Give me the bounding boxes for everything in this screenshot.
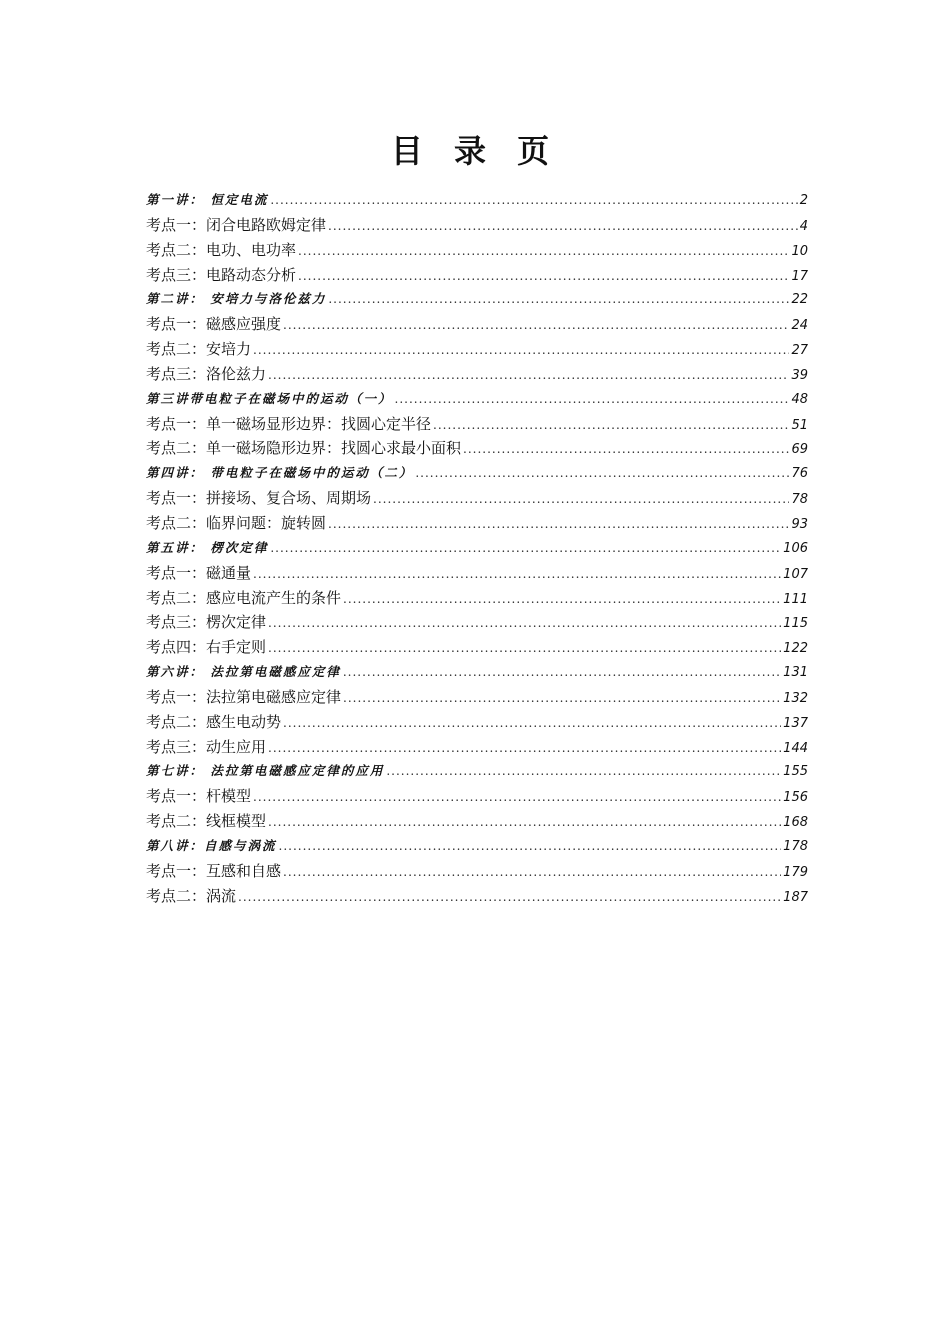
toc-chapter-entry[interactable] [146,660,808,685]
toc-page-number: 22 [791,292,808,308]
toc-page-number: 4 [799,218,808,234]
toc-page-number: 69 [791,442,808,458]
toc-topic-entry[interactable] [146,586,808,611]
toc-entry-label: 考点二：感应电流产生的条件 [146,588,342,607]
toc-dot-leader [343,660,781,685]
toc-entry-label: 考点二：安培力 [146,340,252,359]
toc-entry-label: 考点一：闭合电路欧姆定律 [146,215,327,234]
toc-entry-label: 第一讲： 恒定电流 [146,192,269,207]
toc-page-number: 179 [783,864,808,880]
toc-topic-entry[interactable] [146,735,808,760]
table-of-contents [146,188,808,908]
toc-chapter-entry[interactable] [146,536,808,561]
toc-page-number: 132 [783,690,808,706]
toc-topic-entry[interactable] [146,784,808,809]
toc-dot-leader [253,785,781,810]
toc-dot-leader [268,810,781,835]
toc-dot-leader [328,214,798,239]
toc-page-number: 111 [783,591,808,607]
toc-entry-label: 考点一：磁感应强度 [146,315,282,334]
toc-page-number: 24 [791,318,808,334]
toc-entry-label: 考点一：法拉第电磁感应定律 [146,687,342,706]
toc-page-number: 131 [783,665,808,681]
toc-page-number: 178 [783,838,808,854]
toc-entry-label: 考点二：感生电动势 [146,712,282,731]
toc-page-number: 2 [799,193,808,208]
toc-page-number: 168 [783,815,808,831]
toc-topic-entry[interactable] [146,362,808,387]
toc-topic-entry[interactable] [146,859,808,884]
toc-chapter-entry[interactable] [146,188,808,213]
toc-page-number: 76 [791,466,808,482]
toc-entry-label: 考点二：临界问题：旋转圆 [146,513,327,532]
toc-dot-leader [253,338,789,363]
toc-entry-label: 考点二：电功、电功率 [146,240,297,259]
toc-dot-leader [395,387,790,412]
toc-dot-leader [270,536,781,561]
toc-topic-entry[interactable] [146,486,808,511]
toc-page-number: 144 [783,740,808,756]
toc-entry-label: 考点三：楞次定律 [146,613,267,632]
toc-chapter-entry[interactable] [146,387,808,412]
toc-dot-leader [298,264,789,289]
toc-page-number: 187 [783,889,808,905]
toc-dot-leader [328,287,789,312]
toc-dot-leader [253,562,781,587]
toc-dot-leader [343,686,781,711]
toc-chapter-entry[interactable] [146,834,808,859]
toc-entry-label: 考点一：互感和自感 [146,861,282,880]
toc-topic-entry[interactable] [146,635,808,660]
toc-topic-entry[interactable] [146,561,808,586]
toc-dot-leader [433,413,789,438]
toc-chapter-entry[interactable] [146,759,808,784]
toc-dot-leader [268,636,781,661]
toc-chapter-entry[interactable] [146,461,808,486]
toc-entry-label: 第三讲带电粒子在磁场中的运动（一） [146,390,393,406]
toc-dot-leader [268,736,781,761]
toc-entry-label: 第六讲： 法拉第电磁感应定律 [146,664,341,680]
toc-entry-label: 第五讲： 楞次定律 [146,539,269,555]
toc-page-number: 39 [791,367,808,383]
toc-topic-entry[interactable] [146,213,808,238]
toc-topic-entry[interactable] [146,412,808,437]
toc-page-number: 106 [783,540,808,556]
toc-entry-label: 考点一：磁通量 [146,563,252,582]
toc-page-number: 93 [791,516,808,532]
toc-topic-entry[interactable] [146,312,808,337]
toc-topic-entry[interactable] [146,263,808,288]
toc-dot-leader [463,437,789,462]
toc-dot-leader [279,834,782,859]
toc-page-number: 10 [791,243,808,259]
toc-dot-leader [386,759,781,784]
toc-entry-label: 考点一：杆模型 [146,787,252,806]
toc-topic-entry[interactable] [146,809,808,834]
toc-page-number: 51 [791,417,808,433]
toc-entry-label: 第八讲：自感与涡流 [146,837,277,853]
toc-entry-label: 第七讲： 法拉第电磁感应定律的应用 [146,763,385,779]
toc-topic-entry[interactable] [146,884,808,909]
toc-entry-label: 第四讲： 带电粒子在磁场中的运动（二） [146,465,414,481]
toc-entry-label: 考点一：拼接场、复合场、周期场 [146,489,372,508]
toc-page-number: 48 [791,391,808,407]
toc-dot-leader [283,313,789,338]
toc-entry-label: 考点二：涡流 [146,886,237,905]
toc-topic-entry[interactable] [146,610,808,635]
toc-topic-entry[interactable] [146,685,808,710]
toc-entry-label: 考点二：线框模型 [146,812,267,831]
toc-page-number: 137 [783,715,808,731]
toc-topic-entry[interactable] [146,511,808,536]
toc-dot-leader [283,860,781,885]
toc-topic-entry[interactable] [146,238,808,263]
toc-entry-label: 考点三：动生应用 [146,737,267,756]
toc-dot-leader [373,487,789,512]
toc-topic-entry[interactable] [146,337,808,362]
toc-entry-label: 考点二：单一磁场隐形边界：找圆心求最小面积 [146,439,462,458]
toc-dot-leader [415,461,789,486]
toc-entry-label: 考点四：右手定则 [146,638,267,657]
toc-page-number: 115 [783,616,808,632]
toc-entry-label: 考点三：洛伦兹力 [146,364,267,383]
page-title: 目 录 页 [390,132,560,170]
toc-dot-leader [283,711,781,736]
toc-page-number: 122 [783,641,808,657]
toc-page-number: 17 [791,268,808,284]
toc-page-number: 27 [791,343,808,359]
toc-dot-leader [268,611,781,636]
toc-entry-label: 考点三：电路动态分析 [146,265,297,284]
toc-dot-leader [270,188,797,213]
toc-dot-leader [343,587,781,612]
toc-chapter-entry[interactable] [146,287,808,312]
toc-page-number: 155 [783,764,808,780]
toc-dot-leader [328,512,789,537]
toc-entry-label: 考点一：单一磁场显形边界：找圆心定半径 [146,414,432,433]
toc-dot-leader [268,363,789,388]
toc-page-number: 156 [783,790,808,806]
toc-topic-entry[interactable] [146,436,808,461]
toc-entry-label: 第二讲： 安培力与洛伦兹力 [146,291,327,307]
toc-page-number: 78 [791,492,808,508]
toc-page-number: 107 [783,566,808,582]
toc-topic-entry[interactable] [146,710,808,735]
toc-dot-leader [238,885,781,910]
toc-dot-leader [298,239,789,264]
